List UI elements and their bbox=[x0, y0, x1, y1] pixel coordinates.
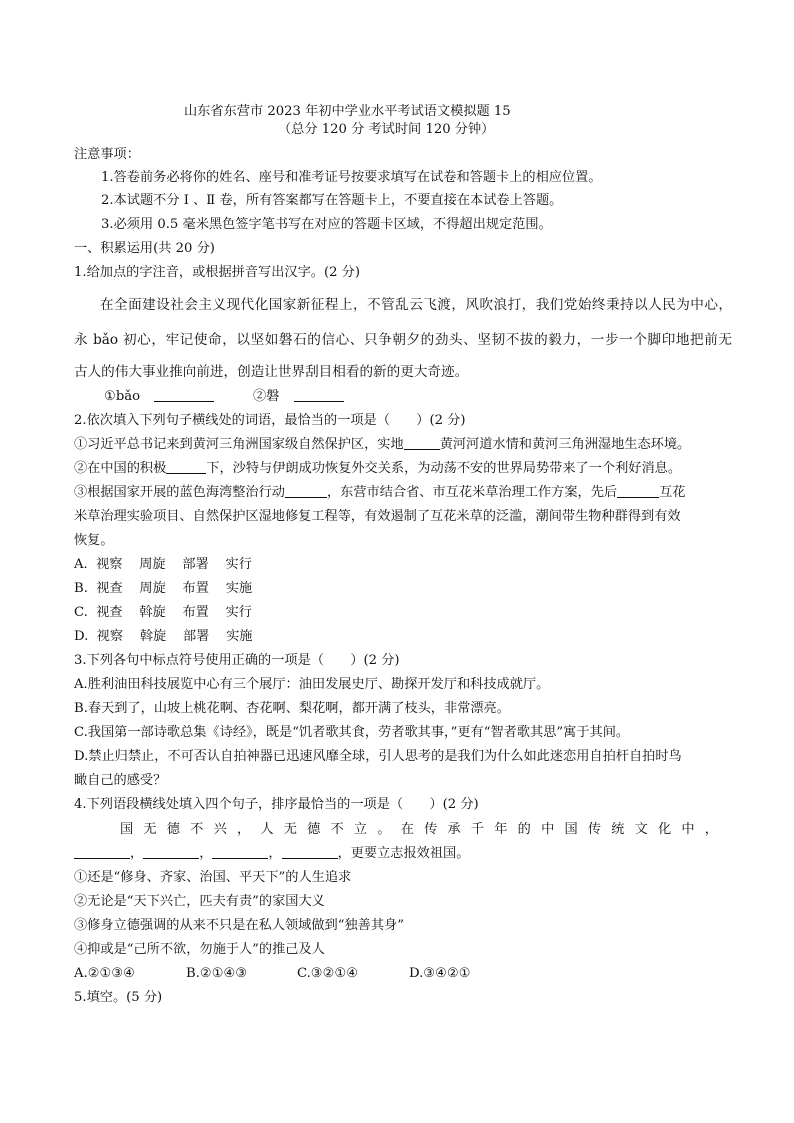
option-b[interactable]: B.春天到了，山坡上桃花啊、杏花啊、梨花啊，都开满了枝头，非常漂亮。 bbox=[74, 701, 510, 716]
list-item: ④抑或是“己所不欲，勿施于人”的推己及人 bbox=[74, 942, 325, 957]
answer-blank[interactable] bbox=[212, 845, 268, 859]
answer-blank[interactable] bbox=[143, 845, 199, 859]
list-item: ①还是“修身、齐家、治国、平天下”的人生追求 bbox=[74, 870, 352, 885]
answer-blank[interactable] bbox=[404, 436, 440, 450]
option-d[interactable]: D.禁止归禁止，不可否认自拍神器已迅速风靡全球，引人思考的是我们为什么如此迷恋用自拍杆自拍时鸟 bbox=[74, 749, 682, 764]
answer-blank[interactable] bbox=[285, 484, 327, 498]
question-stem: 4.下列语段横线处填入四个句子，排序最恰当的一项是（ ）(2 分) bbox=[74, 797, 479, 812]
option-b[interactable]: B. 视查 周旋 布置 实施 bbox=[74, 581, 253, 596]
question-stem: 2.依次填入下列句子横线处的词语，最恰当的一项是（ ）(2 分) bbox=[74, 413, 466, 428]
exam-title: 山东省东营市 2023 年初中学业水平考试语文模拟题 15 bbox=[184, 104, 511, 119]
passage-line: ， ， ， ，更要立志报效祖国。 bbox=[74, 845, 469, 863]
sentence bbox=[74, 436, 690, 454]
sentence: 恢复。 bbox=[74, 533, 114, 548]
option-d-continued: 瞰自己的感受？ bbox=[74, 773, 167, 788]
passage-line: 国无德不兴，人无德不立。在传承千年的中国传统文化中， bbox=[120, 822, 718, 837]
answer-blank[interactable] bbox=[294, 388, 344, 402]
blank-label: ①bǎo bbox=[104, 389, 141, 404]
question-stem: 1.给加点的字注音，或根据拼音写出汉字。(2 分) bbox=[74, 265, 361, 280]
answer-blank-group bbox=[104, 388, 214, 406]
sentence-text: ，东营市结合省、市互花米草治理工作方案，先后 bbox=[327, 485, 618, 500]
option-d[interactable]: D.③④②① bbox=[409, 966, 471, 981]
answer-blank[interactable] bbox=[154, 388, 214, 402]
option-a[interactable]: A.②①③④ bbox=[74, 966, 136, 981]
notice-heading: 注意事项： bbox=[74, 147, 140, 162]
answer-blank[interactable] bbox=[74, 845, 130, 859]
notice-item: 1.答卷前务必将你的姓名、座号和准考证号按要求填写在试卷和答题卡上的相应位置。 bbox=[101, 170, 602, 185]
option-b[interactable]: B.②①④③ bbox=[186, 966, 248, 981]
section-heading: 一、积累运用(共 20 分) bbox=[74, 241, 215, 256]
list-item: ③修身立德强调的从来不只是在私人领域做到“独善其身” bbox=[74, 918, 404, 933]
sentence-text: 黄河河道水情和黄河三角洲湿地生态环境。 bbox=[439, 437, 691, 452]
passage-line: 古人的伟大事业推向前进，创造让世界刮目相看的新的更大奇迹。 bbox=[74, 364, 469, 380]
sentence bbox=[74, 460, 681, 478]
sentence-text: ③根据国家开展的蓝色海湾整治行动 bbox=[74, 485, 285, 500]
sentence: 米草治理实验项目、自然保护区湿地修复工程等，有效遏制了互花米草的泛滥，潮间带生物种群得到有效 bbox=[74, 509, 681, 524]
blank-label: ②磐 bbox=[253, 389, 280, 404]
question-stem: 5.填空。(5 分) bbox=[74, 990, 163, 1005]
option-a[interactable]: A. 视察 周旋 部署 实行 bbox=[74, 557, 252, 572]
answer-blank[interactable] bbox=[166, 460, 206, 474]
passage-line: 永 bǎo 初心，牢记使命，以坚如磐石的信心、只争朝夕的劲头、坚韧不拔的毅力，一步一个脚印地把前无 bbox=[74, 332, 732, 348]
option-c[interactable]: C.③②①④ bbox=[297, 966, 359, 981]
answer-blank[interactable] bbox=[282, 845, 338, 859]
question-stem: 3.下列各句中标点符号使用正确的一项是（ ）(2 分) bbox=[74, 653, 400, 668]
sentence-text: ②在中国的积极 bbox=[74, 461, 167, 476]
option-c[interactable]: C.我国第一部诗歌总集《诗经》，既是“饥者歌其食，劳者歌其事，”更有“智者歌其思”寓于其间。 bbox=[74, 725, 630, 740]
sentence bbox=[74, 484, 686, 502]
sentence-text: ①习近平总书记来到黄河三角洲国家级自然保护区，实地 bbox=[74, 437, 404, 452]
passage-line: 在全面建设社会主义现代化国家新征程上，不管乱云飞渡，风吹浪打，我们党始终秉持以人民为中心， bbox=[100, 297, 732, 313]
answer-blank-group bbox=[253, 388, 344, 406]
sentence-text: 互花 bbox=[659, 485, 686, 500]
sentence-text: 下，沙特与伊朗成功恢复外交关系，为动荡不安的世界局势带来了一个利好消息。 bbox=[206, 461, 682, 476]
option-d[interactable]: D. 视察 斡旋 部署 实施 bbox=[74, 629, 253, 644]
option-c[interactable]: C. 视查 斡旋 布置 实行 bbox=[74, 605, 252, 620]
option-a[interactable]: A.胜利油田科技展览中心有三个展厅：油田发展史厅、勘探开发厅和科技成就厅。 bbox=[74, 677, 550, 692]
list-item: ②无论是“天下兴亡，匹夫有责”的家国大义 bbox=[74, 894, 325, 909]
answer-blank[interactable] bbox=[617, 484, 659, 498]
notice-item: 3.必须用 0.5 毫米黑色签字笔书写在对应的答题卡区域，不得超出规定范围。 bbox=[101, 217, 552, 232]
exam-subtitle: （总分 120 分 考试时间 120 分钟） bbox=[278, 122, 495, 137]
notice-item: 2.本试题不分 Ⅰ 、Ⅱ 卷，所有答案都写在答题卡上，不要直接在本试卷上答题。 bbox=[101, 193, 563, 208]
passage-text: ，更要立志报效祖国。 bbox=[337, 846, 470, 861]
